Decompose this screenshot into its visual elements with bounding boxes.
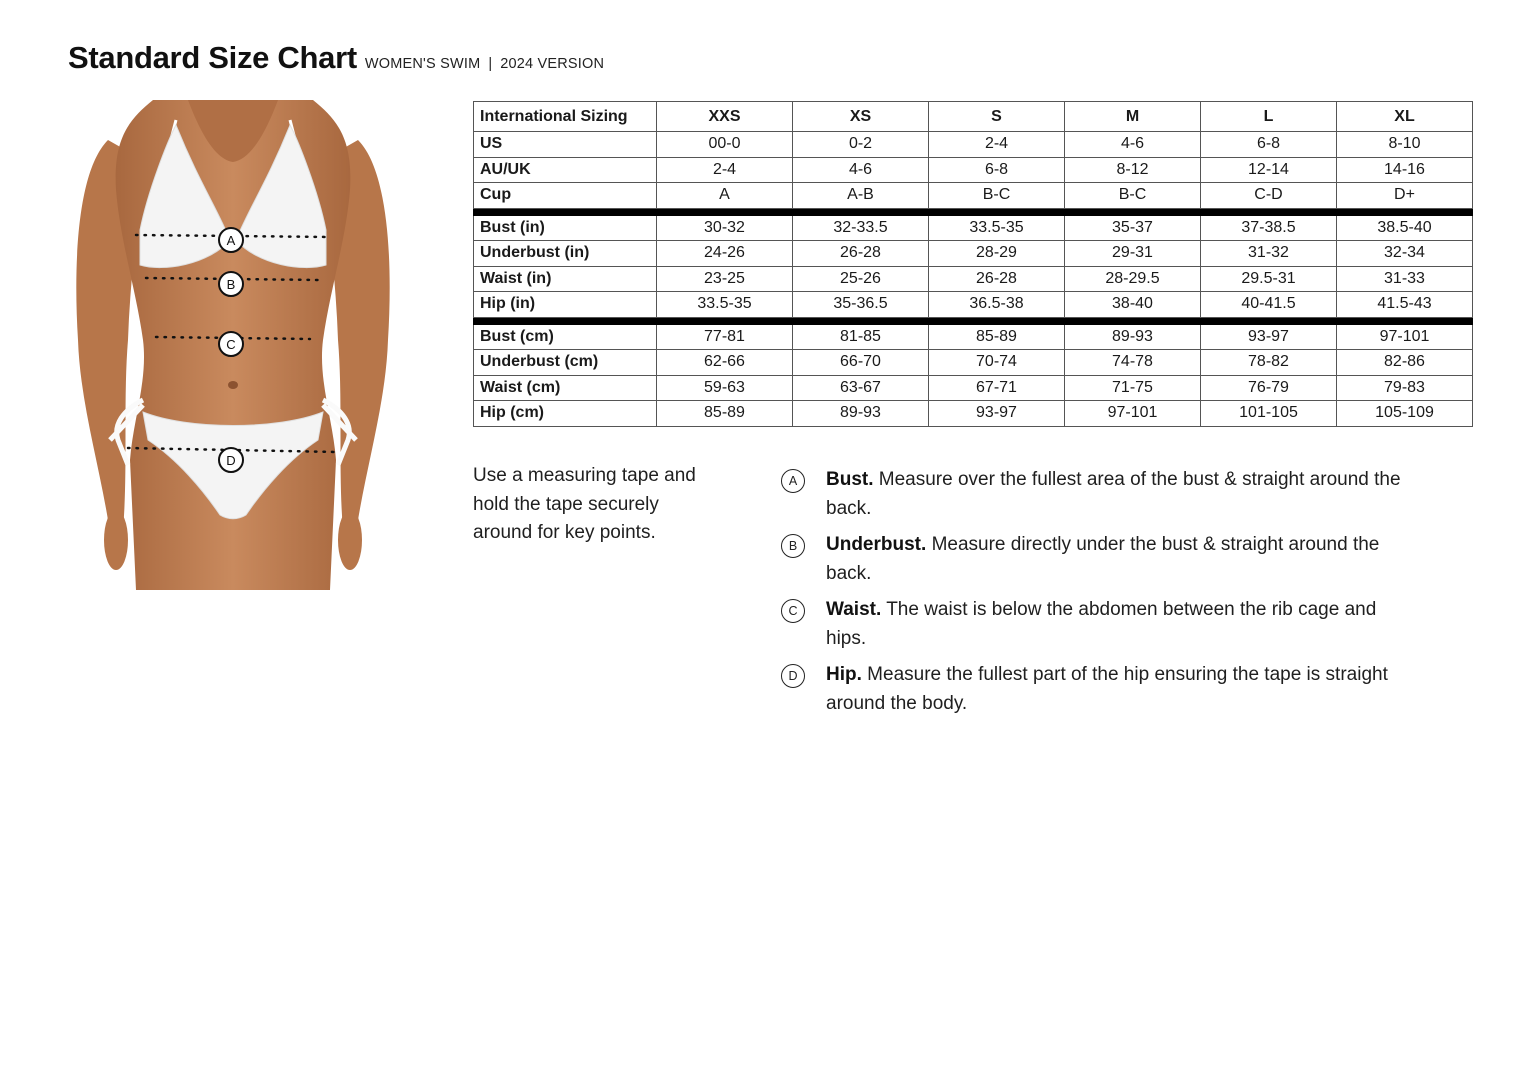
size-cell: 31-32 [1201,241,1337,267]
size-cell: 33.5-35 [929,215,1065,241]
row-label: Bust (in) [474,215,657,241]
column-header: XXS [657,102,793,132]
body-measurement-figure [68,100,398,590]
table-row [474,266,1473,292]
size-cell: 33.5-35 [657,292,793,318]
column-header: XL [1337,102,1473,132]
version-label: 2024 VERSION [500,56,605,72]
svg-text:B: B [226,277,236,292]
title-separator: | [488,56,493,72]
column-header: M [1065,102,1201,132]
measure-term: Hip. [826,664,862,685]
size-cell: 14-16 [1337,157,1473,183]
size-cell: 4-6 [1065,132,1201,158]
measure-description [826,531,1406,588]
column-header: S [929,102,1065,132]
size-cell: 6-8 [1201,132,1337,158]
size-cell: 8-12 [1065,157,1201,183]
row-label: Hip (in) [474,292,657,318]
size-cell: 25-26 [793,266,929,292]
row-label: Waist (in) [474,266,657,292]
row-label: Underbust (cm) [474,350,657,376]
size-cell: B-C [1065,183,1201,209]
table-row [474,350,1473,376]
svg-text:A: A [226,233,236,248]
row-label: Cup [474,183,657,209]
measuring-intro: Use a measuring tape and hold the tape securely around for key points. [473,465,696,543]
size-cell: 93-97 [929,401,1065,427]
size-cell: 6-8 [929,157,1065,183]
size-cell: 82-86 [1337,350,1473,376]
size-cell: 24-26 [657,241,793,267]
size-cell: 35-37 [1065,215,1201,241]
table-row [474,292,1473,318]
column-header: International Sizing [474,102,657,132]
section-divider [474,317,1473,324]
size-cell: A-B [793,183,929,209]
size-cell: D+ [1337,183,1473,209]
size-cell: 00-0 [657,132,793,158]
row-label: US [474,132,657,158]
measure-text: Measure over the fullest area of the bust & straight around the back. [826,469,1401,519]
column-header: XS [793,102,929,132]
size-cell: 105-109 [1337,401,1473,427]
measure-text: Measure directly under the bust & straight around the back. [826,534,1380,584]
table-row [474,215,1473,241]
size-cell: 93-97 [1201,324,1337,350]
column-header: L [1201,102,1337,132]
measure-term: Underbust. [826,534,927,555]
size-cell: B-C [929,183,1065,209]
size-cell: 38.5-40 [1337,215,1473,241]
size-cell: 0-2 [793,132,929,158]
size-cell: 81-85 [793,324,929,350]
circled-letter-icon: A [781,469,805,493]
circled-letter-icon: C [781,599,805,623]
size-cell: 8-10 [1337,132,1473,158]
page-title: Standard Size Chart [68,40,357,75]
size-cell: 85-89 [657,401,793,427]
size-cell: 41.5-43 [1337,292,1473,318]
size-cell: 29.5-31 [1201,266,1337,292]
size-cell: 40-41.5 [1201,292,1337,318]
size-cell: 89-93 [793,401,929,427]
size-cell: 77-81 [657,324,793,350]
divider-bar [474,317,1473,324]
size-cell: 26-28 [793,241,929,267]
size-cell: 37-38.5 [1201,215,1337,241]
size-cell: 62-66 [657,350,793,376]
size-cell: 30-32 [657,215,793,241]
measure-item [781,466,1421,523]
size-cell: 32-34 [1337,241,1473,267]
measure-item [781,596,1421,653]
size-cell: 29-31 [1065,241,1201,267]
measure-text: Measure the fullest part of the hip ensuring the tape is straight around the body. [826,664,1388,714]
size-cell: 79-83 [1337,375,1473,401]
table-row [474,132,1473,158]
svg-text:D: D [226,453,236,468]
row-label: Hip (cm) [474,401,657,427]
measure-description [826,661,1406,718]
marker-c-icon [219,332,243,356]
size-cell: 4-6 [793,157,929,183]
page-subtitle: WOMEN'S SWIM [364,56,481,72]
table-body [474,132,1473,427]
page-header [68,40,604,76]
size-chart-table [473,101,1473,427]
measurement-guide [781,466,1421,726]
size-cell: 97-101 [1337,324,1473,350]
size-cell: 59-63 [657,375,793,401]
size-cell: 28-29 [929,241,1065,267]
size-cell: 31-33 [1337,266,1473,292]
table-header-row [474,102,1473,132]
size-cell: 26-28 [929,266,1065,292]
size-cell: 66-70 [793,350,929,376]
measure-term: Waist. [826,599,882,620]
size-cell: 78-82 [1201,350,1337,376]
size-cell: 74-78 [1065,350,1201,376]
table-row [474,375,1473,401]
size-cell: 23-25 [657,266,793,292]
marker-a-icon [219,228,243,252]
size-cell: 35-36.5 [793,292,929,318]
measure-item [781,531,1421,588]
marker-b-icon [219,272,243,296]
divider-bar [474,208,1473,215]
size-cell: 67-71 [929,375,1065,401]
svg-text:C: C [226,337,236,352]
size-cell: A [657,183,793,209]
size-cell: 97-101 [1065,401,1201,427]
size-cell: 63-67 [793,375,929,401]
section-divider [474,208,1473,215]
row-label: Underbust (in) [474,241,657,267]
size-cell: 76-79 [1201,375,1337,401]
table-row [474,183,1473,209]
measure-item [781,661,1421,718]
size-cell: 70-74 [929,350,1065,376]
size-cell: 85-89 [929,324,1065,350]
measure-description [826,596,1406,653]
circled-letter-icon: D [781,664,805,688]
size-cell: 32-33.5 [793,215,929,241]
size-cell: C-D [1201,183,1337,209]
table-row [474,157,1473,183]
measure-text: The waist is below the abdomen between the rib cage and hips. [826,599,1377,649]
model-illustration [68,100,398,590]
size-cell: 28-29.5 [1065,266,1201,292]
size-cell: 101-105 [1201,401,1337,427]
measure-description [826,466,1406,523]
table-row [474,241,1473,267]
size-cell: 38-40 [1065,292,1201,318]
size-cell: 36.5-38 [929,292,1065,318]
table-row [474,324,1473,350]
row-label: Waist (cm) [474,375,657,401]
table-row [474,401,1473,427]
size-cell: 2-4 [657,157,793,183]
marker-d-icon [219,448,243,472]
size-cell: 2-4 [929,132,1065,158]
size-cell: 12-14 [1201,157,1337,183]
circled-letter-icon: B [781,534,805,558]
size-cell: 89-93 [1065,324,1201,350]
row-label: Bust (cm) [474,324,657,350]
row-label: AU/UK [474,157,657,183]
measure-term: Bust. [826,469,874,490]
size-cell: 71-75 [1065,375,1201,401]
